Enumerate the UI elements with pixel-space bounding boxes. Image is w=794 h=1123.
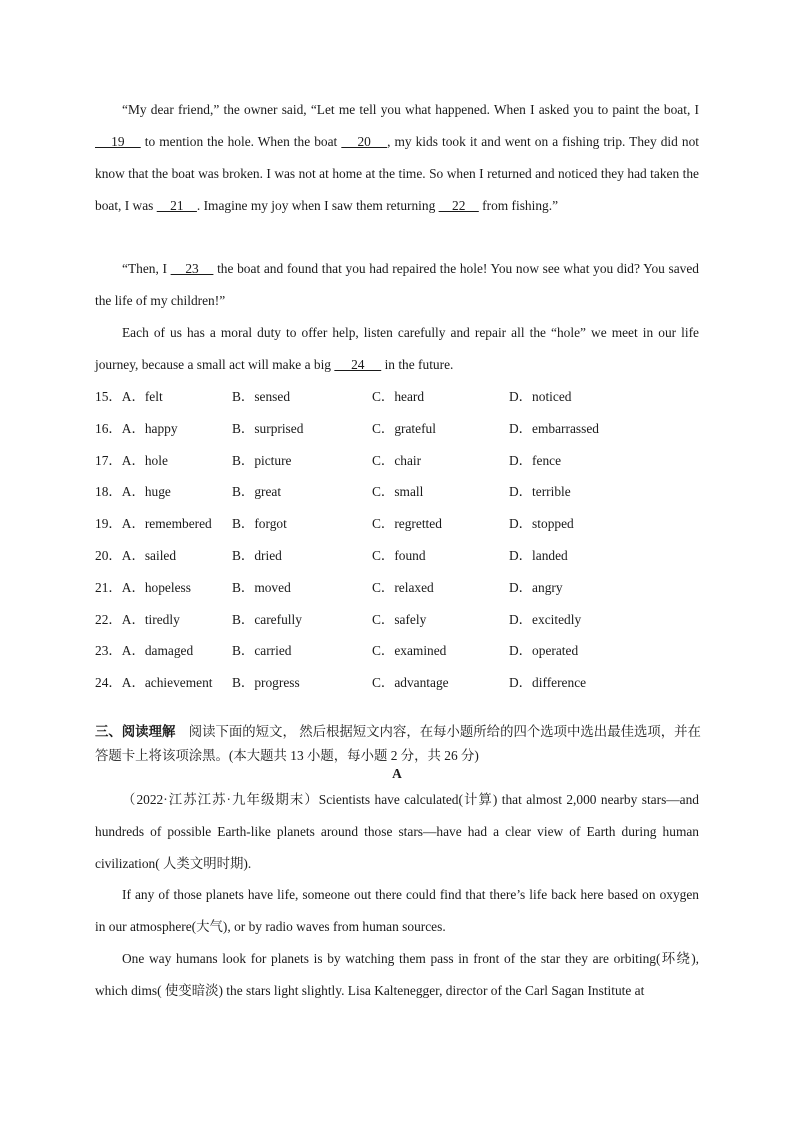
option-a: 16．A．happy xyxy=(95,420,178,436)
option-b: B．progress xyxy=(232,675,300,691)
option-row xyxy=(95,578,699,598)
option-d: D．angry xyxy=(509,579,563,595)
option-a: 23．A．damaged xyxy=(95,643,194,659)
option-a: 19．A．remembered xyxy=(95,516,212,532)
option-d: D．embarrassed xyxy=(509,420,599,436)
cloze-paragraph-3: Each of us has a moral duty to offer help, listen carefully and repair all the “hole” we meet in our life journey, because a small act will make a big 24 in the future. xyxy=(95,325,699,372)
option-d: D．fence xyxy=(509,452,562,468)
option-b: B．carefully xyxy=(232,611,302,627)
blank-21: 21 xyxy=(156,198,197,213)
blank-23: 23 xyxy=(170,261,214,276)
cloze-paragraph-2: “Then, I 23 the boat and found that you had repaired the hole! You now see what you did? You saved the life of my children!” xyxy=(95,261,700,308)
option-a: 20．A．sailed xyxy=(95,548,177,563)
option-a: 24．A．achievement xyxy=(95,675,213,691)
option-c: C．advantage xyxy=(372,675,449,691)
option-d: D．noticed xyxy=(509,389,572,404)
passage-label: A xyxy=(392,766,402,781)
option-b: B．sensed xyxy=(232,389,291,404)
option-d: D．operated xyxy=(509,643,579,659)
option-b: B．surprised xyxy=(232,420,304,436)
option-b: B．carried xyxy=(232,643,292,659)
option-row xyxy=(95,482,699,502)
option-row xyxy=(95,673,699,693)
option-row xyxy=(95,546,699,566)
cloze-paragraph-1: “My dear friend,” the owner said, “Let me tell you what happened. When I asked you to paint the boat, I 19 to mention the hole. When the boat 20 , my kids took it and went on a fishing trip. They did not know that the boat was broken. I was not at home at the time. So when I returned and noticed they had taken the boat, I was 21 . Imagine my joy when I saw them returning 22 from fishing.” xyxy=(95,102,699,213)
option-c: C．safely xyxy=(372,611,427,627)
option-a: 15．A．felt xyxy=(95,389,163,404)
option-a: 18．A．huge xyxy=(95,484,171,500)
option-d: D．stopped xyxy=(509,516,574,532)
option-d: D．excitedly xyxy=(509,611,582,627)
option-row xyxy=(95,610,699,630)
option-c: C．heard xyxy=(372,389,425,404)
option-row xyxy=(95,451,699,471)
option-b: B．great xyxy=(232,484,282,500)
option-a: 17．A．hole xyxy=(95,452,168,468)
option-c: C．grateful xyxy=(372,420,436,436)
option-d: D．terrible xyxy=(509,484,571,500)
option-c: C．found xyxy=(372,548,426,563)
blank-19: 19 xyxy=(95,134,141,149)
option-row xyxy=(95,419,699,439)
option-c: C．examined xyxy=(372,643,447,659)
option-a: 22．A．tiredly xyxy=(95,611,180,627)
option-c: C．chair xyxy=(372,452,422,468)
reading-paragraph-3: One way humans look for planets is by watching them pass in front of the star they are orbiting(环绕), which dims( 使变暗淡) the stars light slightly. Lisa Kaltenegger, director of the Carl Sagan Institute at xyxy=(95,951,699,998)
reading-paragraph-2: If any of those planets have life, someone out there could find that there’s life back here based on oxygen in our atmosphere(大气), or by radio waves from human sources. xyxy=(95,887,699,934)
option-a: 21．A．hopeless xyxy=(95,579,191,595)
blank-20: 20 xyxy=(341,134,388,149)
option-b: B．dried xyxy=(232,548,282,563)
option-c: C．relaxed xyxy=(372,579,434,595)
option-row xyxy=(95,387,699,407)
blank-22: 22 xyxy=(438,198,479,213)
option-d: D．difference xyxy=(509,675,587,691)
option-d: D．landed xyxy=(509,548,568,563)
reading-paragraph-1: （2022·江苏江苏·九年级期末）Scientists have calculated(计算) that almost 2,000 nearby stars—and hundreds of possible Earth-like planets around those stars—have had a clear view of Earth during human civilization( 人类文明时期). xyxy=(95,792,699,871)
option-b: B．moved xyxy=(232,579,291,595)
option-c: C．regretted xyxy=(372,516,442,532)
section-3-title: 三、阅读理解 xyxy=(95,724,176,739)
option-row xyxy=(95,514,699,534)
option-row xyxy=(95,641,699,661)
section-3-header xyxy=(95,720,705,768)
option-b: B．picture xyxy=(232,452,292,468)
section-3-instructions: 阅读下面的短文， 然后根据短文内容，在每小题所给的四个选项中选出最佳选项，并在答题卡上将该项涂黑。(本大题共 13 小题，每小题 2 分，共 26 分) xyxy=(95,724,701,763)
option-c: C．small xyxy=(372,484,424,500)
blank-24: 24 xyxy=(334,357,382,372)
option-b: B．forgot xyxy=(232,516,287,532)
